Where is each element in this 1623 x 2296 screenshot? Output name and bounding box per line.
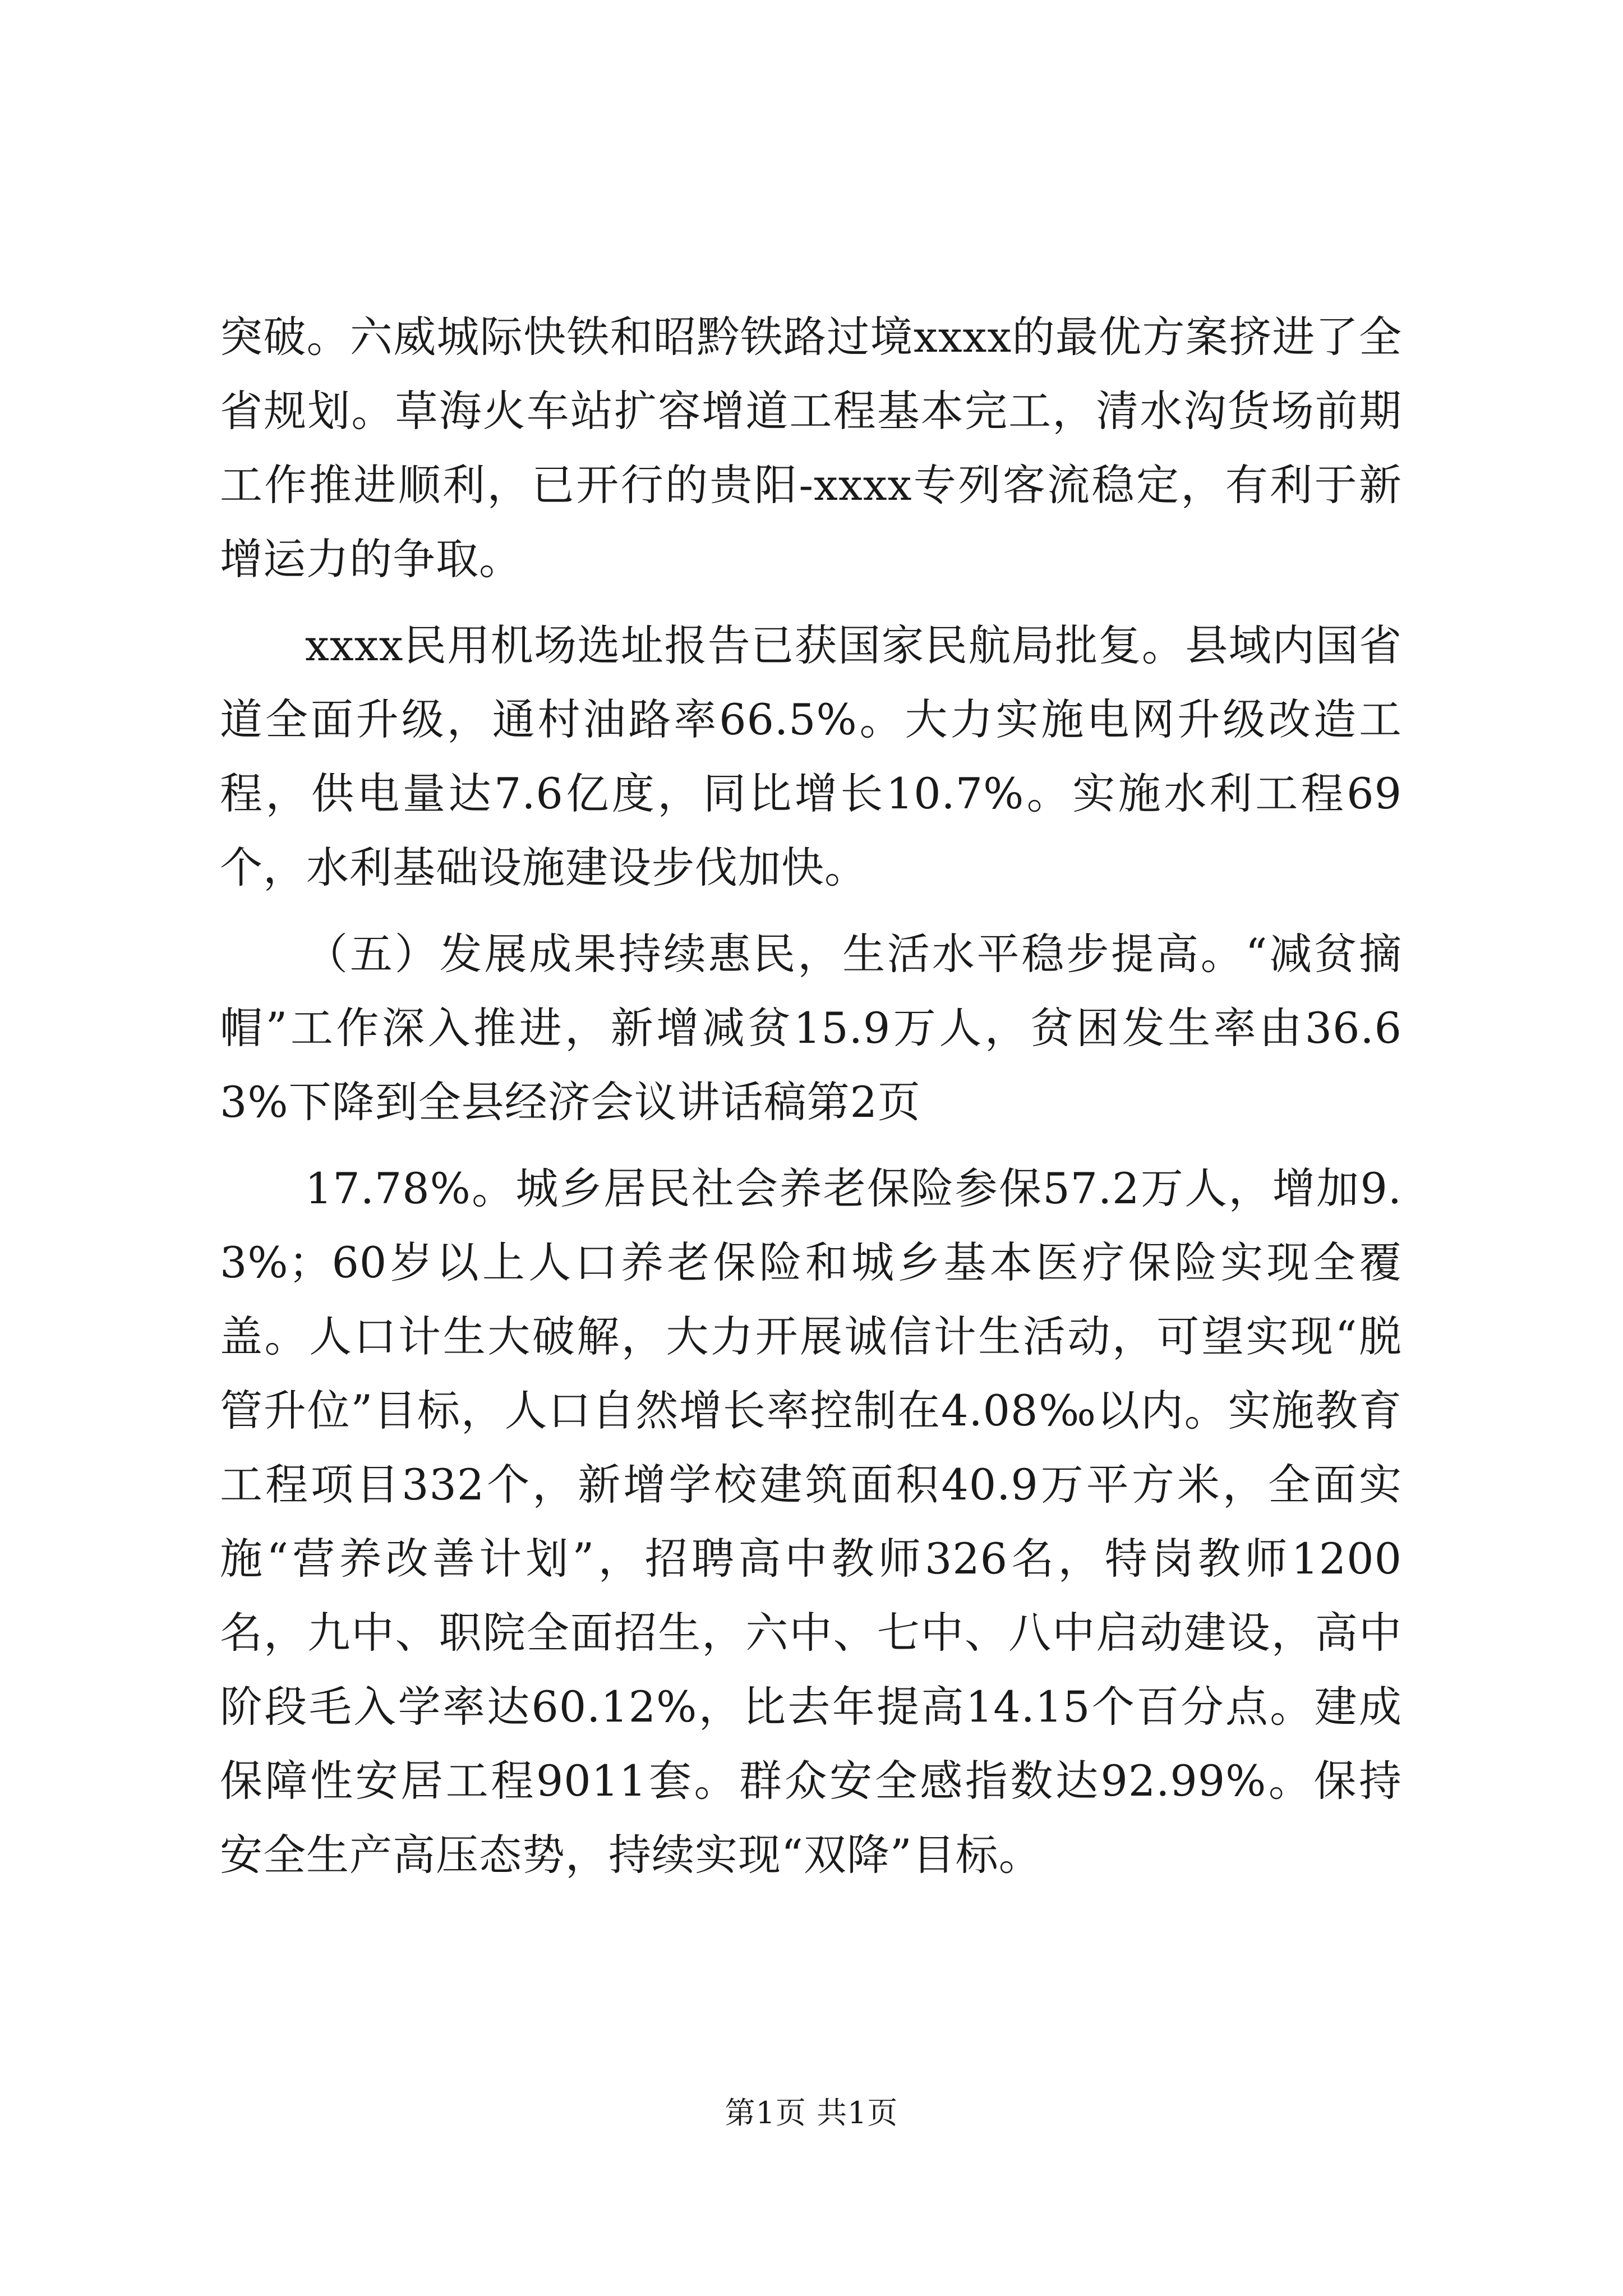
paragraph-2: xxxx民用机场选址报告已获国家民航局批复。县域内国省道全面升级，通村油路率66.5%。大力实施电网升级改造工程，供电量达7.6亿度，同比增长10.7%。实施水利工程69个，水利基础设施建设步伐加快。 bbox=[220, 620, 1402, 892]
paragraph-3: （五）发展成果持续惠民，生活水平稳步提高。“减贫摘帽”工作深入推进，新增减贫15.9万人，贫困发生率由36.63%下降到全县经济会议讲话稿第2页 bbox=[220, 929, 1402, 1127]
document-body bbox=[220, 300, 1402, 1892]
paragraph-4: 17.78%。城乡居民社会养老保险参保57.2万人，增加9.3%；60岁以上人口养老保险和城乡基本医疗保险实现全覆盖。人口计生大破解，大力开展诚信计生活动，可望实现“脱管升位”目标，人口自然增长率控制在4.08‰以内。实施教育工程项目332个，新增学校建筑面积40.9万平方米，全面实施“营养改善计划”，招聘高中教师326名，特岗教师1200名，九中、职院全面招生，六中、七中、八中启动建设，高中阶段毛入学率达60.12%，比去年提高14.15个百分点。建成保障性安居工程9011套。群众安全感指数达92.99%。保持安全生产高压态势，持续实现“双降”目标。 bbox=[220, 1163, 1402, 1880]
page-footer: 第1页 共1页 bbox=[725, 2095, 898, 2131]
paragraph-1: 突破。六威城际快铁和昭黔铁路过境xxxx的最优方案挤进了全省规划。草海火车站扩容增道工程基本完工，清水沟货场前期工作推进顺利，已开行的贵阳-xxxx专列客流稳定，有利于新增运力的争取。 bbox=[220, 312, 1402, 584]
